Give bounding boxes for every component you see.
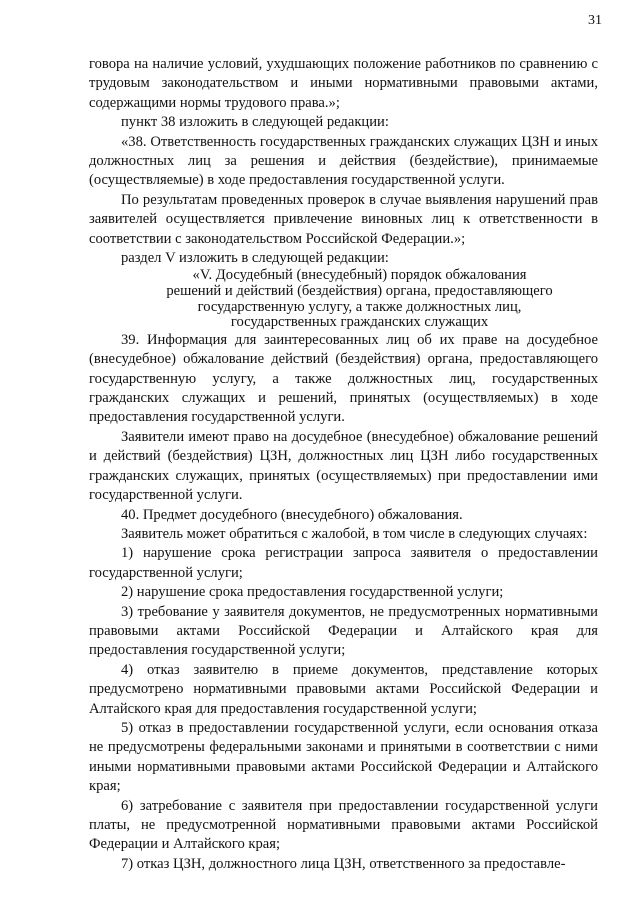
list-item: 4) отказ заявителю в приеме документов, представление которых предусмотрено нормативными правовыми актами Российской Федерации и Алтайского края для предоставления государственной услуги; xyxy=(89,661,598,717)
paragraph: раздел V изложить в следующей редакции: xyxy=(121,250,389,267)
list-item: 2) нарушение срока предоставления государственной услуги; xyxy=(121,584,504,601)
paragraph: пункт 38 изложить в следующей редакции: xyxy=(121,114,389,131)
paragraph: Заявители имеют право на досудебное (внесудебное) обжалование решений и действий (бездействия) ЦЗН, должностных лиц ЦЗН либо государственных гражданских служащих, принятых (осуществляемых) при предоставлении ими государственной услуги. xyxy=(89,428,598,504)
paragraph: По результатам проведенных проверок в случае выявления нарушений прав заявителей осуществляется привлечение виновных лиц к ответственности в соответствии с законодательством Российской Федерации.»; xyxy=(89,191,598,247)
list-item: 1) нарушение срока регистрации запроса заявителя о предоставлении государственной услуги; xyxy=(89,545,598,581)
section-title-line: «V. Досудебный (внесудебный) порядок обжалования xyxy=(192,267,527,284)
paragraph: Заявитель может обратиться с жалобой, в том числе в следующих случаях: xyxy=(121,525,588,542)
list-item: 3) требование у заявителя документов, не предусмотренных нормативными правовыми актами Российской Федерации и Алтайского края для предоставления государственной услуги; xyxy=(89,603,598,659)
paragraph: «38. Ответственность государственных гражданских служащих ЦЗН и иных должностных лиц за решения и действия (бездействие), принимаемые (осуществляемые) в ходе предоставления государственной услуги. xyxy=(89,133,598,189)
section-title-line: государственную услугу, а также должностных лиц, xyxy=(197,298,522,315)
paragraph-item-40: 40. Предмет досудебного (внесудебного) обжалования. xyxy=(121,506,463,523)
list-item: 6) затребование с заявителя при предоставлении государственной услуги платы, не предусмотренной нормативными правовыми актами Российской Федерации и Алтайского края; xyxy=(89,797,598,853)
paragraph-item-39: 39. Информация для заинтересованных лиц об их праве на досудебное (внесудебное) обжалование действий (бездействия) органа, предоставляющего государственную услугу, а также должностных лиц, государственных гражданских служащих и решений, принятых (осуществляемых) в ходе предоставления государственной услуги. xyxy=(89,331,598,426)
section-title xyxy=(89,268,598,330)
list-item: 7) отказ ЦЗН, должностного лица ЦЗН, ответственного за предоставле- xyxy=(121,855,566,872)
paragraph: говора на наличие условий, ухудшающих положение работников по сравнению с трудовым законодательством и иными нормативными правовыми актами, содержащими нормы трудового права.»; xyxy=(89,56,598,111)
document-body xyxy=(89,55,598,874)
section-title-line: решений и действий (бездействия) органа, предоставляющего xyxy=(166,283,553,300)
list-item: 5) отказ в предоставлении государственной услуги, если основания отказа не предусмотрены федеральными законами и принятыми в соответствии с ними иными нормативными правовыми актами Российской Федерации и Алтайского края; xyxy=(89,719,598,795)
page-number: 31 xyxy=(588,13,602,28)
section-title-line: государственных гражданских служащих xyxy=(230,314,489,331)
